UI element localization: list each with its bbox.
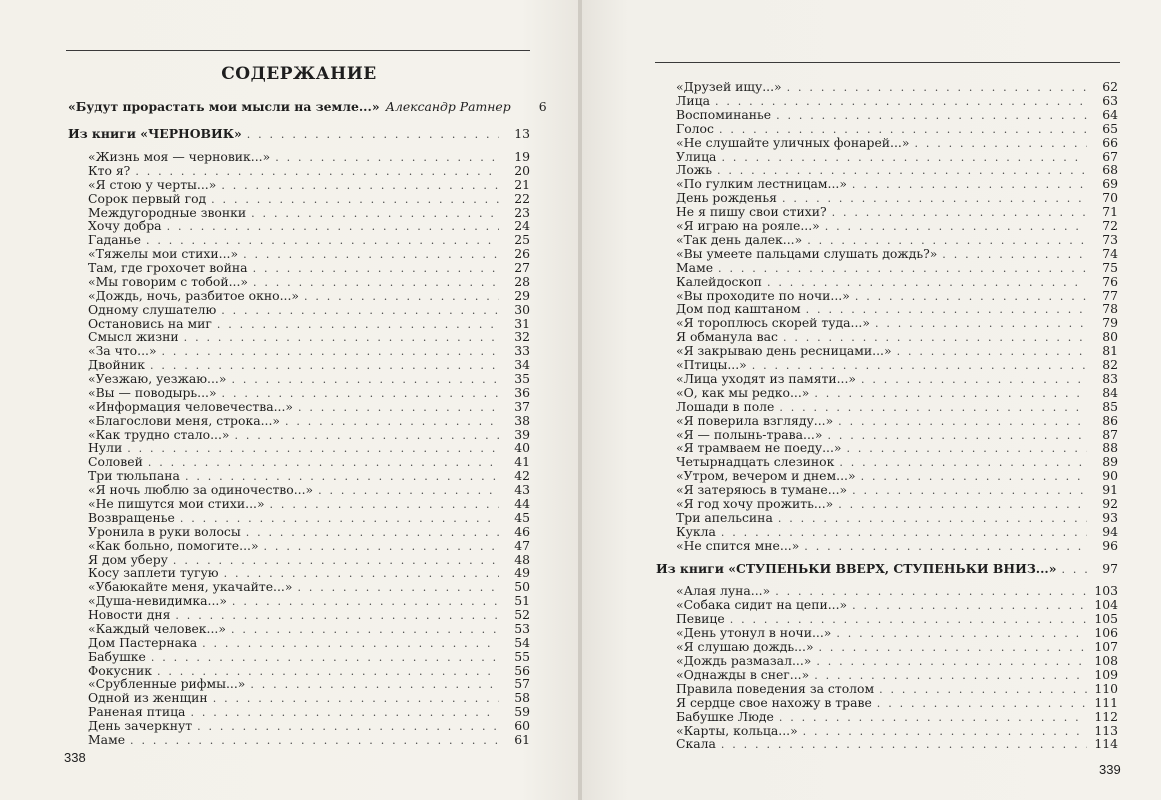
toc-entry-page: 23 [514, 204, 530, 220]
toc-entry-page: 40 [514, 440, 530, 456]
toc-entry-title: «Я слушаю дождь...» [676, 638, 814, 654]
toc-entry-title: Новости дня [88, 607, 171, 623]
leader-dots [803, 725, 1087, 739]
toc-entry-title: «Я — полынь-трава...» [676, 426, 823, 442]
intro-entry [68, 99, 547, 115]
toc-entry-page: 25 [514, 232, 530, 248]
toc-entry-page: 112 [1094, 708, 1118, 724]
leader-dots [897, 345, 1087, 359]
toc-entry-title: Скала [676, 736, 716, 752]
leader-dots [838, 498, 1087, 512]
toc-entry-title: Воспоминанье [676, 106, 772, 122]
leader-dots [217, 318, 499, 332]
toc-entry-title: Одному слушателю [88, 301, 217, 317]
intro-title: «Будут прорастать мои мысли на земле...» [68, 99, 380, 114]
toc-entry-page: 107 [1094, 638, 1118, 654]
leader-dots [211, 193, 499, 207]
leader-dots [787, 81, 1087, 95]
toc-entry-page: 106 [1094, 624, 1118, 640]
leader-dots [827, 429, 1087, 443]
toc-entry-title: Маме [676, 259, 714, 275]
toc-entry-page: 60 [514, 718, 530, 734]
toc-entry-title: Я сердце свое нахожу в траве [676, 694, 872, 710]
section-title: Из книги «ЧЕРНОВИК» [68, 126, 242, 141]
toc-entry-page: 90 [1102, 468, 1118, 484]
toc-entry-title: Кто я? [88, 162, 131, 178]
toc-entry-title: Смысл жизни [88, 329, 179, 345]
section-page: 13 [514, 126, 530, 141]
toc-entry-page: 96 [1102, 537, 1118, 553]
top-rule [66, 50, 530, 51]
toc-entry-page: 30 [514, 301, 530, 317]
toc-entry-page: 86 [1102, 412, 1118, 428]
leader-dots [814, 387, 1087, 401]
page-number-left: 338 [64, 750, 86, 765]
leader-dots [318, 484, 499, 498]
toc-entry-page: 111 [1094, 694, 1118, 710]
toc-entry-page: 34 [514, 357, 530, 373]
toc-entry-title: Маме [88, 731, 126, 747]
right-page [582, 0, 1161, 800]
toc-entry-title: Возвращенье [88, 509, 175, 525]
toc-entry-title: «Я ночь люблю за одиночество...» [88, 482, 314, 498]
toc-entry-page: 104 [1094, 596, 1118, 612]
toc-entry-page: 29 [514, 287, 530, 303]
toc-entry-title: «Карты, кольца...» [676, 722, 798, 738]
toc-entry-title: Голос [676, 120, 714, 136]
toc-entry-page: 113 [1094, 722, 1118, 738]
toc-entry-title: «Однажды в снег...» [676, 666, 810, 682]
toc-entry-page: 68 [1102, 162, 1118, 178]
toc-entry-page: 37 [514, 398, 530, 414]
toc-entry-title: Раненая птица [88, 704, 186, 720]
leader-dots [819, 641, 1087, 655]
toc-entry-page: 103 [1094, 583, 1118, 598]
toc-entry-title: Косу заплети тугую [88, 565, 219, 581]
toc-entry-page: 58 [514, 690, 530, 706]
toc-entry-title: «Дождь размазал...» [676, 652, 812, 668]
toc-entry-title: «Я год хочу прожить...» [676, 496, 834, 511]
toc-entry-title: Фокусник [88, 662, 152, 678]
toc-entry-title: «Информация человечества...» [88, 398, 293, 414]
toc-entry-title: Бабушке [88, 648, 146, 664]
leader-dots [804, 540, 1087, 554]
toc-entry-title: Междугородные звонки [88, 204, 247, 220]
toc-entry-title: «Я трамваем не поеду...» [676, 440, 842, 456]
leader-dots [247, 128, 499, 142]
toc-entry-page: 108 [1094, 652, 1118, 668]
toc-entry-page: 51 [514, 593, 530, 609]
toc-entry [676, 136, 1118, 151]
toc-entry-title: «Я играю на рояле...» [676, 218, 820, 233]
toc-entry-title: Певице [676, 610, 725, 626]
toc-entry-page: 21 [514, 176, 530, 192]
leader-dots [838, 415, 1087, 429]
toc-entry-page: 71 [1102, 204, 1118, 220]
toc-entry-page: 59 [514, 704, 530, 720]
left-page [0, 0, 578, 800]
leader-dots [721, 738, 1087, 752]
toc-entry-page: 38 [514, 412, 530, 428]
toc-entry [88, 428, 530, 443]
leader-dots [718, 262, 1087, 276]
toc-entry-page: 93 [1102, 509, 1118, 525]
toc-entry-page: 22 [514, 190, 530, 206]
toc-entry-title: Остановись на миг [88, 315, 212, 331]
leader-dots [852, 599, 1087, 613]
leader-dots [782, 192, 1087, 206]
toc-entry-page: 88 [1102, 440, 1118, 456]
toc-entry-title: «Не спится мне...» [676, 537, 800, 553]
leader-dots [816, 655, 1087, 669]
toc-entry-page: 92 [1102, 496, 1118, 511]
toc-entry-title: Лошади в поле [676, 398, 775, 414]
toc-entry [88, 719, 530, 734]
toc-entry-title: «Птицы...» [676, 357, 747, 372]
toc-entry-title: «Алая луна...» [676, 583, 771, 598]
toc-entry-page: 85 [1102, 398, 1118, 414]
toc-entry-title: «Так день далек...» [676, 231, 803, 247]
toc-entry-title: «Не пишутся мои стихи...» [88, 496, 265, 511]
toc-entry-page: 64 [1102, 106, 1118, 122]
toc-entry-page: 57 [514, 676, 530, 692]
toc-entry [676, 737, 1118, 752]
toc-entry-title: «Мы говорим с тобой...» [88, 273, 248, 289]
leader-dots [875, 317, 1087, 331]
toc-entry-title: «Я тороплюсь скорей туда...» [676, 315, 870, 331]
toc-entry [676, 598, 1118, 613]
leader-dots [877, 697, 1087, 711]
section-heading [68, 127, 530, 142]
toc-entry-page: 32 [514, 329, 530, 345]
toc-entry [88, 344, 530, 359]
leader-dots [825, 220, 1087, 234]
toc-entry-page: 53 [514, 620, 530, 636]
toc-entry-title: Я обманула вас [676, 329, 778, 345]
toc-entry-title: «Как трудно стало...» [88, 426, 230, 442]
leader-dots [852, 484, 1087, 498]
leader-dots [836, 627, 1087, 641]
toc-entry-page: 20 [514, 162, 530, 178]
toc-entry-page: 19 [514, 149, 530, 164]
toc-entry [88, 150, 530, 165]
toc-entry [676, 247, 1118, 262]
toc-entry-page: 61 [514, 731, 530, 747]
leader-dots [298, 401, 499, 415]
toc-entry-title: Улица [676, 148, 717, 164]
leader-dots [855, 290, 1087, 304]
toc-entry-title: «Я поверила взгляду...» [676, 412, 834, 428]
toc-entry-title: «Жизнь моя — черновик...» [88, 149, 271, 164]
leader-dots [852, 178, 1087, 192]
toc-entry-title: «День утонул в ночи...» [676, 624, 832, 640]
toc-entry-title: «Я затеряюсь в тумане...» [676, 482, 848, 498]
toc-entry-page: 27 [514, 260, 530, 276]
toc-entry-page: 114 [1094, 736, 1118, 752]
toc-entry-title: Я дом уберу [88, 551, 168, 567]
toc-entry [88, 650, 530, 665]
toc-entry-title: День рожденья [676, 190, 777, 206]
toc-entry-page: 39 [514, 426, 530, 442]
leader-dots [1061, 563, 1087, 577]
toc-entry-title: «Лица уходят из памяти...» [676, 370, 857, 386]
toc-entry-page: 109 [1094, 666, 1118, 682]
leader-dots [832, 206, 1087, 220]
toc-entry-title: «Каждый человек...» [88, 620, 226, 636]
toc-entry-page: 41 [514, 454, 530, 470]
leader-dots [721, 151, 1087, 165]
toc-entry-title: Дом Пастернака [88, 634, 198, 650]
toc-entry-title: Бабушке Люде [676, 708, 774, 724]
leader-dots [127, 442, 499, 456]
leader-dots [861, 470, 1087, 484]
toc-entry-page: 54 [514, 634, 530, 650]
toc-entry-page: 105 [1094, 610, 1118, 626]
toc-entry-page: 24 [514, 218, 530, 234]
toc-entry-title: Калейдоскоп [676, 273, 762, 289]
toc-entry-title: «Дождь, ночь, разбитое окно...» [88, 287, 299, 303]
section-heading [656, 562, 1118, 577]
toc-entry-title: «По гулким лестницам...» [676, 176, 847, 192]
toc-entry-title: «Срубленные рифмы...» [88, 676, 246, 692]
toc-entry-title: Одной из женщин [88, 690, 208, 706]
toc-entry-title: Четырнадцать слезинок [676, 454, 835, 470]
leader-dots [914, 137, 1087, 151]
toc-entry-title: Двойник [88, 357, 146, 373]
toc-entry-title: «Уезжаю, уезжаю...» [88, 371, 227, 387]
leader-dots [779, 711, 1087, 725]
toc-entry-title: Лица [676, 92, 710, 108]
leader-dots [190, 706, 499, 720]
leader-dots [861, 373, 1087, 387]
toc-entry-title: «Я закрываю день ресницами...» [676, 343, 892, 359]
toc-entry-page: 65 [1102, 120, 1118, 136]
toc-entry-page: 28 [514, 273, 530, 289]
toc-entry-page: 91 [1102, 482, 1118, 498]
toc-entry-page: 84 [1102, 384, 1118, 400]
section-page: 97 [1102, 561, 1118, 576]
toc-entry-page: 50 [514, 579, 530, 595]
toc-entry [676, 539, 1118, 554]
toc-entry-page: 69 [1102, 176, 1118, 192]
toc-entry-page: 73 [1102, 231, 1118, 247]
leader-dots [297, 581, 499, 595]
toc-entry-title: День зачеркнут [88, 718, 193, 734]
toc-entry-page: 33 [514, 343, 530, 359]
toc-entry-page: 55 [514, 648, 530, 664]
intro-page: 6 [538, 99, 547, 114]
toc-title: СОДЕРЖАНИЕ [221, 64, 377, 84]
leader-dots [776, 109, 1087, 123]
top-rule [655, 62, 1120, 63]
toc-entry-page: 36 [514, 384, 530, 400]
toc-entry-page: 43 [514, 482, 530, 498]
toc-entry-page: 42 [514, 468, 530, 484]
leader-dots [942, 248, 1087, 262]
leader-dots [847, 442, 1087, 456]
toc-entry-page: 44 [514, 496, 530, 511]
toc-entry-page: 87 [1102, 426, 1118, 442]
toc-entry-page: 67 [1102, 148, 1118, 164]
leader-dots [778, 512, 1087, 526]
leader-dots [839, 456, 1087, 470]
toc-entry-page: 35 [514, 371, 530, 387]
toc-entry [676, 724, 1118, 739]
toc-entry-title: «Утром, вечером и днем...» [676, 468, 856, 484]
toc-entry-page: 74 [1102, 245, 1118, 261]
leader-dots [879, 683, 1087, 697]
toc-entry-page: 72 [1102, 218, 1118, 233]
toc-entry-title: «Друзей ищу...» [676, 79, 782, 94]
leader-dots [264, 540, 499, 554]
toc-entry-title: Три апельсина [676, 509, 773, 525]
toc-entry-page: 80 [1102, 329, 1118, 345]
toc-entry-title: «Я стою у черты...» [88, 176, 217, 192]
toc-entry-page: 110 [1094, 680, 1118, 696]
toc-entry [676, 511, 1118, 526]
toc-entry-page: 47 [514, 537, 530, 553]
toc-entry-page: 48 [514, 551, 530, 567]
toc-entry-title: «Благослови меня, строка...» [88, 412, 280, 428]
toc-entry-page: 89 [1102, 454, 1118, 470]
toc-entry-title: «За что...» [88, 343, 157, 359]
toc-entry-page: 75 [1102, 259, 1118, 275]
toc-entry-page: 31 [514, 315, 530, 331]
toc-entry-title: «Убаюкайте меня, укачайте...» [88, 579, 293, 595]
toc-entry-title: «Собака сидит на цепи...» [676, 596, 848, 612]
toc-entry-page: 70 [1102, 190, 1118, 206]
toc-entry-page: 83 [1102, 370, 1118, 386]
toc-entry-title: Уронила в руки волосы [88, 523, 241, 539]
toc-entry-page: 49 [514, 565, 530, 581]
toc-entry-page: 77 [1102, 287, 1118, 303]
intro-author: Александр Ратнер [385, 99, 511, 114]
toc-entry-page: 81 [1102, 343, 1118, 359]
toc-entry-page: 52 [514, 607, 530, 623]
toc-entry [88, 441, 530, 456]
toc-entry-page: 79 [1102, 315, 1118, 331]
toc-entry-title: Нули [88, 440, 123, 456]
toc-entry-title: Хочу добра [88, 218, 162, 234]
toc-entry-title: «Вы — поводырь...» [88, 384, 217, 400]
toc-entry [88, 636, 530, 651]
toc-entry-title: Там, где грохочет война [88, 260, 248, 276]
toc-entry-title: Правила поведения за столом [676, 680, 875, 696]
toc-entry-title: «Не слушайте уличных фонарей...» [676, 134, 910, 150]
toc-entry-page: 78 [1102, 301, 1118, 317]
toc-entry-title: «Как больно, помогите...» [88, 537, 259, 553]
page-number-right: 339 [1099, 762, 1121, 777]
toc-entry-title: «Душа-невидимка...» [88, 593, 227, 609]
toc-entry-title: «О, как мы редко...» [676, 384, 810, 400]
toc-entry-page: 94 [1102, 523, 1118, 539]
toc-entry [676, 80, 1118, 95]
toc-entry [676, 108, 1118, 123]
toc-entry-page: 66 [1102, 134, 1118, 150]
leader-dots [231, 623, 499, 637]
leader-dots [130, 734, 499, 748]
toc-entry-page: 26 [514, 246, 530, 262]
toc-entry [88, 219, 530, 234]
toc-entry-title: Три тюльпана [88, 468, 180, 484]
toc-entry-page: 46 [514, 523, 530, 539]
toc-entry [88, 733, 530, 748]
toc-entry [676, 150, 1118, 165]
toc-entry-title: Сорок первый год [88, 190, 207, 206]
toc-entry-title: Соловей [88, 454, 143, 470]
toc-entry-page: 82 [1102, 357, 1118, 372]
toc-entry-page: 45 [514, 509, 530, 525]
toc-entry-title: Не я пишу свои стихи? [676, 204, 827, 220]
section-title: Из книги «СТУПЕНЬКИ ВВЕРХ, СТУПЕНЬКИ ВНИЗ...» [656, 561, 1057, 576]
toc-entry-page: 63 [1102, 92, 1118, 108]
toc-entry-title: «Тяжелы мои стихи...» [88, 246, 239, 262]
toc-entry-title: «Вы проходите по ночи...» [676, 287, 850, 303]
toc-entry-title: Дом под каштаном [676, 301, 801, 317]
toc-entry-page: 62 [1102, 79, 1118, 94]
toc-entry-title: Гаданье [88, 232, 141, 248]
toc-entry-title: Кукла [676, 523, 716, 539]
toc-entry-page: 76 [1102, 273, 1118, 289]
toc-entry-page: 56 [514, 662, 530, 678]
toc-entry-title: Ложь [676, 162, 712, 178]
toc-entry-title: «Вы умеете пальцами слушать дождь?» [676, 245, 938, 261]
